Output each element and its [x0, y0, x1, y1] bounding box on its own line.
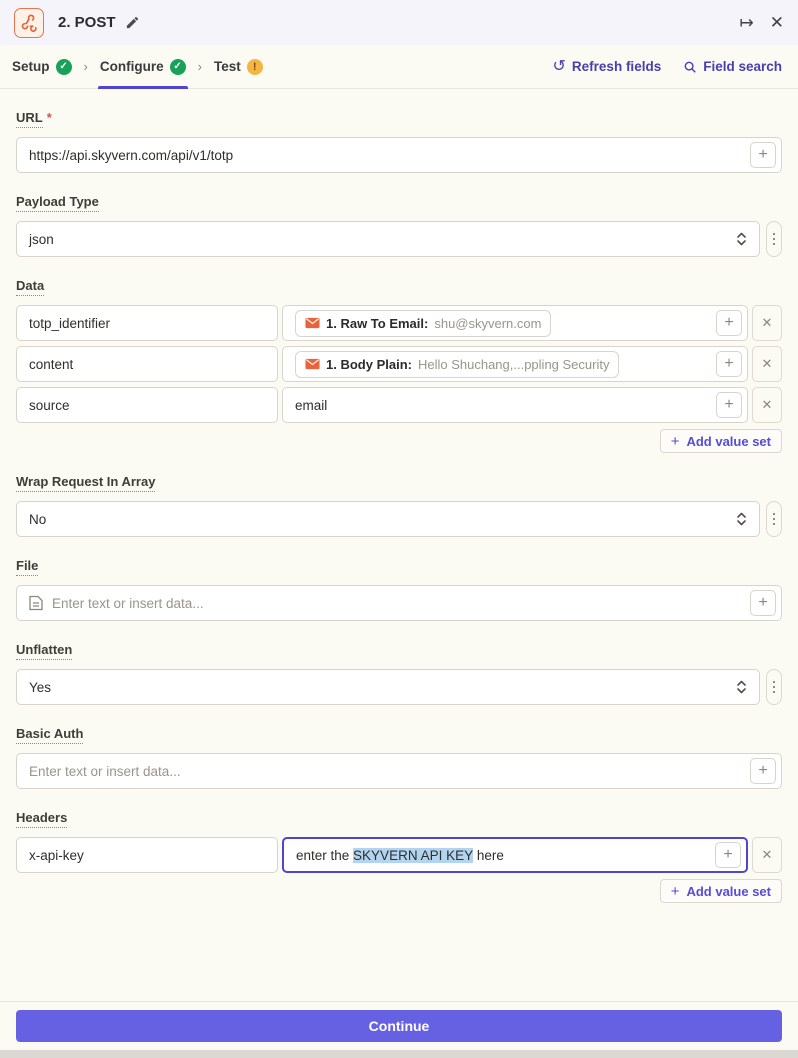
data-key-value: totp_identifier: [29, 315, 111, 331]
refresh-fields-button[interactable]: [553, 59, 662, 75]
unflatten-value: Yes: [29, 679, 52, 695]
insert-data-button[interactable]: +: [716, 351, 742, 377]
chevron-right-icon: ›: [197, 59, 202, 74]
webhooks-app-icon: [14, 8, 44, 38]
tab-test[interactable]: [212, 45, 265, 89]
select-chevrons-icon: [736, 511, 747, 527]
payload-type-label: Payload Type: [16, 194, 99, 212]
tab-setup[interactable]: [10, 45, 74, 89]
add-value-set-label: Add value set: [686, 883, 771, 899]
insert-data-button[interactable]: +: [716, 310, 742, 336]
wrap-request-menu-button[interactable]: [766, 501, 782, 537]
edit-title-icon[interactable]: [125, 15, 140, 30]
headers-row: [16, 837, 782, 873]
configure-form: [0, 89, 798, 903]
tab-configure-label: Configure: [99, 59, 164, 74]
search-icon: [683, 60, 697, 74]
data-value-text: email: [295, 397, 328, 413]
field-search-label: Field search: [703, 59, 782, 74]
insert-data-button[interactable]: +: [715, 842, 741, 868]
basic-auth-input[interactable]: [16, 753, 782, 789]
file-placeholder: Enter text or insert data...: [52, 595, 204, 611]
unflatten-label: Unflatten: [16, 642, 72, 660]
tab-test-label: Test: [213, 59, 241, 74]
email-icon: [305, 317, 320, 329]
remove-row-button[interactable]: ✕: [752, 346, 782, 382]
tab-configure[interactable]: [98, 45, 188, 89]
add-value-set-button[interactable]: [660, 879, 782, 903]
unflatten-select[interactable]: [16, 669, 760, 705]
field-data: [16, 277, 782, 453]
test-warning-icon: !: [247, 59, 263, 75]
collapse-panel-icon[interactable]: ↦: [739, 13, 754, 32]
field-url: [16, 109, 782, 173]
payload-type-select[interactable]: [16, 221, 760, 257]
field-wrap-request: [16, 473, 782, 537]
data-key-value: source: [29, 397, 70, 413]
continue-button[interactable]: Continue: [16, 1010, 782, 1042]
remove-row-button[interactable]: ✕: [752, 305, 782, 341]
window-edge: [0, 1050, 798, 1058]
header-key-input[interactable]: [16, 837, 278, 873]
email-icon: [305, 358, 320, 370]
insert-data-button[interactable]: +: [750, 590, 776, 616]
file-input[interactable]: [16, 585, 782, 621]
payload-type-menu-button[interactable]: [766, 221, 782, 257]
header-value-text: here: [473, 847, 504, 863]
header-value-selected-text: SKYVERN API KEY: [353, 847, 474, 863]
data-value-input[interactable]: [282, 346, 748, 382]
configure-complete-icon: ✓: [170, 59, 186, 75]
file-label: File: [16, 558, 38, 576]
field-search-button[interactable]: [683, 59, 782, 74]
headers-label: Headers: [16, 810, 67, 828]
plus-icon: +: [670, 882, 680, 900]
data-key-input[interactable]: [16, 305, 278, 341]
refresh-icon: ↺: [552, 57, 566, 75]
header-value-input[interactable]: [282, 837, 748, 873]
insert-data-button[interactable]: +: [716, 392, 742, 418]
data-row: [16, 305, 782, 341]
select-chevrons-icon: [736, 231, 747, 247]
data-key-input[interactable]: [16, 346, 278, 382]
tab-setup-label: Setup: [12, 59, 50, 74]
field-payload-type: [16, 193, 782, 257]
url-input[interactable]: [16, 137, 782, 173]
basic-auth-placeholder: Enter text or insert data...: [29, 763, 181, 779]
remove-row-button[interactable]: ✕: [752, 387, 782, 423]
field-basic-auth: [16, 725, 782, 789]
remove-row-button[interactable]: ✕: [752, 837, 782, 873]
data-key-input[interactable]: [16, 387, 278, 423]
data-label: Data: [16, 278, 44, 296]
mapped-field-token[interactable]: [295, 351, 619, 378]
insert-data-button[interactable]: +: [750, 758, 776, 784]
token-value: Hello Shuchang,...ppling Security: [417, 356, 610, 372]
refresh-fields-label: Refresh fields: [571, 59, 662, 74]
payload-type-value: json: [29, 231, 54, 247]
field-unflatten: [16, 641, 782, 705]
plus-icon: +: [670, 432, 680, 450]
insert-data-button[interactable]: +: [750, 142, 776, 168]
add-value-set-label: Add value set: [686, 433, 771, 449]
data-row: [16, 387, 782, 423]
token-label: 1. Raw To Email:: [326, 315, 429, 331]
header-key-value: x-api-key: [29, 847, 84, 863]
panel-header: [0, 0, 798, 45]
close-icon[interactable]: ✕: [769, 13, 784, 32]
data-key-value: content: [29, 356, 74, 372]
step-tabbar: [0, 45, 798, 89]
url-value: https://api.skyvern.com/api/v1/totp: [29, 147, 234, 163]
data-value-input[interactable]: [282, 387, 748, 423]
select-chevrons-icon: [736, 679, 747, 695]
wrap-request-value: No: [29, 511, 47, 527]
field-file: [16, 557, 782, 621]
token-value: shu@skyvern.com: [434, 315, 542, 331]
unflatten-menu-button[interactable]: [766, 669, 782, 705]
data-row: [16, 346, 782, 382]
chevron-right-icon: ›: [83, 59, 88, 74]
mapped-field-token[interactable]: [295, 310, 551, 337]
field-headers: [16, 809, 782, 903]
file-icon: [29, 595, 43, 611]
panel-footer: [0, 1001, 798, 1050]
step-title: 2. POST: [58, 14, 116, 31]
required-asterisk: *: [46, 110, 52, 125]
token-label: 1. Body Plain:: [326, 356, 412, 372]
setup-complete-icon: ✓: [56, 59, 72, 75]
basic-auth-label: Basic Auth: [16, 726, 83, 744]
wrap-request-label: Wrap Request In Array: [16, 474, 155, 492]
add-value-set-button[interactable]: [660, 429, 782, 453]
wrap-request-select[interactable]: [16, 501, 760, 537]
url-label: URL: [16, 110, 43, 128]
header-value-text: enter the: [296, 847, 354, 863]
data-value-input[interactable]: [282, 305, 748, 341]
